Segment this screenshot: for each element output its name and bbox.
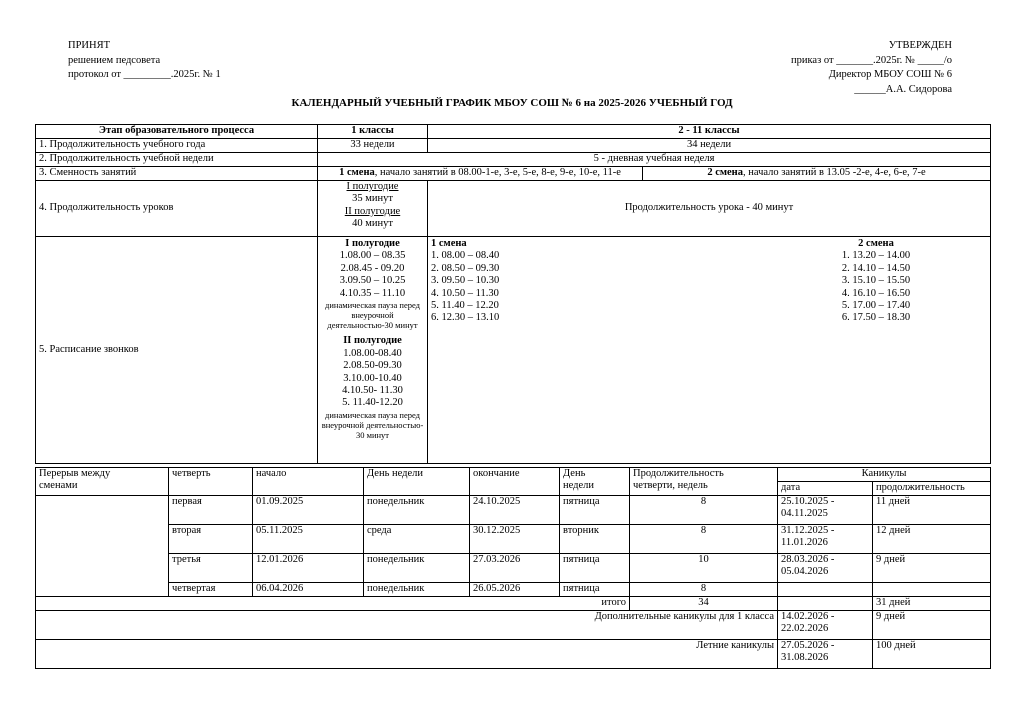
header-quarter: четверть bbox=[169, 468, 253, 496]
cell-quarter: вторая bbox=[169, 525, 253, 554]
total-label: итого bbox=[36, 597, 630, 611]
table-header-row bbox=[36, 125, 991, 139]
bell-time: 1.08.00 – 08.35 bbox=[339, 250, 406, 262]
shift1-title: 1 смена bbox=[431, 238, 467, 249]
row-label: 1. Продолжительность учебного года bbox=[36, 139, 318, 153]
cell-start: 06.04.2026 bbox=[253, 583, 364, 597]
total-days: 31 дней bbox=[873, 597, 991, 611]
shift2-column bbox=[781, 238, 971, 325]
cell-dates bbox=[778, 525, 873, 554]
cell-start-day: понедельник bbox=[364, 554, 470, 583]
cell-other: 34 недели bbox=[428, 139, 991, 153]
cell-shift1 bbox=[318, 167, 643, 181]
cell-days: 12 дней bbox=[873, 525, 991, 554]
cell-bells-grade1 bbox=[318, 237, 428, 464]
document-title: КАЛЕНДАРНЫЙ УЧЕБНЫЙ ГРАФИК МБОУ СОШ № 6 на 2025-2026 УЧЕБНЫЙ ГОД bbox=[291, 97, 733, 109]
break-label bbox=[36, 468, 169, 496]
cell-grade1: 33 недели bbox=[318, 139, 428, 153]
header-end: окончание bbox=[470, 468, 560, 496]
bell-time: 3. 15.10 – 15.50 bbox=[841, 275, 911, 287]
cell-start-day: среда bbox=[364, 525, 470, 554]
half2-value: 40 минут bbox=[352, 218, 393, 230]
break-empty bbox=[36, 496, 169, 597]
row-label: 5. Расписание звонков bbox=[36, 237, 318, 464]
bell-time: 3.09.50 – 10.25 bbox=[339, 275, 406, 287]
pause-note: динамическая пауза перед bbox=[325, 409, 420, 420]
cell-dates bbox=[778, 554, 873, 583]
approved-label: УТВЕРЖДЕН bbox=[888, 40, 952, 51]
order-line: приказ от _______.2025г. № _____/о bbox=[791, 54, 952, 66]
bell-time: 3. 09.50 – 10.30 bbox=[431, 275, 500, 287]
break-label-line: сменами bbox=[39, 480, 78, 492]
extra-days: 9 дней bbox=[873, 611, 991, 640]
pause-note: деятельностью-30 минут bbox=[327, 320, 418, 331]
summer-days: 100 дней bbox=[873, 640, 991, 669]
table-row bbox=[36, 237, 991, 464]
cell-days: 11 дней bbox=[873, 496, 991, 525]
bell-time: 5. 17.00 – 17.40 bbox=[841, 299, 911, 311]
shift2-title: 2 смена bbox=[858, 238, 894, 249]
date-line: 25.10.2025 - bbox=[781, 496, 835, 507]
header-end-day bbox=[560, 468, 630, 496]
cell-lessons-grade1 bbox=[318, 181, 428, 237]
cell-end: 24.10.2025 bbox=[470, 496, 560, 525]
cell-weeks: 8 bbox=[630, 496, 778, 525]
half1-value: 35 минут bbox=[352, 193, 393, 205]
header-end-day-line: День bbox=[563, 468, 586, 479]
approval-block-left bbox=[68, 40, 221, 84]
shifts-columns bbox=[431, 238, 987, 325]
council-decision: решением педсовета bbox=[68, 54, 161, 66]
header-duration-line: четверти, недель bbox=[633, 480, 708, 492]
date-line: 31.08.2026 bbox=[781, 652, 829, 664]
bell-time: 6. 12.30 – 13.10 bbox=[431, 312, 500, 324]
bell-time: 2.08.50-09.30 bbox=[343, 360, 402, 372]
date-line: 11.01.2026 bbox=[781, 537, 828, 549]
cell-weeks: 10 bbox=[630, 554, 778, 583]
date-line: 22.02.2026 bbox=[781, 623, 829, 635]
pause-note: внеурочной bbox=[351, 310, 394, 321]
cell-end: 26.05.2026 bbox=[470, 583, 560, 597]
total-weeks: 34 bbox=[630, 597, 778, 611]
cell-shift2 bbox=[643, 167, 991, 181]
pause-note: динамическая пауза перед bbox=[325, 299, 420, 310]
table-row bbox=[36, 583, 991, 597]
cell-end-day: пятница bbox=[560, 554, 630, 583]
cell-quarter: первая bbox=[169, 496, 253, 525]
bell-time: 1.08.00-08.40 bbox=[343, 347, 402, 359]
total-row bbox=[36, 597, 991, 611]
cell-days bbox=[873, 583, 991, 597]
cell-weeks: 8 bbox=[630, 583, 778, 597]
table-row bbox=[36, 554, 991, 583]
cell-bells-shifts bbox=[428, 237, 991, 464]
bells-half2-title: II полугодие bbox=[343, 335, 402, 347]
bell-time: 1. 08.00 – 08.40 bbox=[431, 250, 500, 262]
bell-time: 3.10.00-10.40 bbox=[343, 372, 402, 384]
cell-start: 05.11.2025 bbox=[253, 525, 364, 554]
schedule-table bbox=[35, 124, 991, 464]
cell-start: 01.09.2025 bbox=[253, 496, 364, 525]
cell-week-value: 5 - дневная учебная неделя bbox=[318, 153, 991, 167]
protocol-line: протокол от _________.2025г. № 1 bbox=[68, 69, 221, 80]
table-row bbox=[36, 167, 991, 181]
header-holidays: Каникулы bbox=[778, 468, 991, 482]
bell-time: 6. 17.50 – 18.30 bbox=[841, 312, 911, 324]
bell-time: 4. 16.10 – 16.50 bbox=[841, 287, 911, 299]
cell-start-day: понедельник bbox=[364, 583, 470, 597]
cell-end: 30.12.2025 bbox=[470, 525, 560, 554]
table-row bbox=[36, 181, 991, 237]
header-date: дата bbox=[778, 482, 873, 496]
bell-time: 1. 13.20 – 14.00 bbox=[841, 250, 911, 262]
cell-start: 12.01.2026 bbox=[253, 554, 364, 583]
approval-block-right bbox=[791, 40, 952, 98]
header-stage: Этап образовательного процесса bbox=[36, 125, 318, 139]
cell-weeks: 8 bbox=[630, 525, 778, 554]
bell-time: 5. 11.40 – 12.20 bbox=[431, 299, 499, 311]
header-grade1: 1 классы bbox=[318, 125, 428, 139]
quarters-header-row bbox=[36, 468, 991, 482]
shift2-label: 2 смена bbox=[707, 167, 743, 178]
table-row bbox=[36, 153, 991, 167]
cell-end-day: пятница bbox=[560, 496, 630, 525]
bell-time: 4.10.50- 11.30 bbox=[342, 384, 403, 396]
cell-quarter: третья bbox=[169, 554, 253, 583]
date-line: 04.11.2025 bbox=[781, 508, 828, 520]
header-holiday-duration: продолжительность bbox=[873, 482, 991, 496]
header-start: начало bbox=[253, 468, 364, 496]
row-label: 4. Продолжительность уроков bbox=[36, 181, 318, 237]
row-label: 2. Продолжительность учебной недели bbox=[36, 153, 318, 167]
bell-time: 5. 11.40-12.20 bbox=[342, 397, 403, 409]
bell-time: 4. 10.50 – 11.30 bbox=[431, 287, 499, 299]
bell-time: 2. 14.10 – 14.50 bbox=[841, 262, 911, 274]
summer-holidays-row bbox=[36, 640, 991, 669]
quarters-table bbox=[35, 467, 991, 669]
shift2-text: , начало занятий в 13.05 -2-е, 4-е, 6-е, 7-е bbox=[742, 167, 926, 178]
cell-lessons-other: Продолжительность урока - 40 минут bbox=[428, 181, 991, 237]
director-line: Директор МБОУ СОШ № 6 bbox=[828, 69, 952, 80]
header-duration bbox=[630, 468, 778, 496]
cell-days: 9 дней bbox=[873, 554, 991, 583]
total-dates bbox=[778, 597, 873, 611]
date-line: 27.05.2026 - bbox=[781, 640, 835, 651]
extra-label: Дополнительные каникулы для 1 класса bbox=[36, 611, 778, 640]
signature-line: ______А.А. Сидорова bbox=[854, 83, 952, 95]
break-label-line: Перерыв между bbox=[39, 468, 111, 479]
table-row bbox=[36, 139, 991, 153]
extra-dates bbox=[778, 611, 873, 640]
cell-end: 27.03.2026 bbox=[470, 554, 560, 583]
cell-end-day: вторник bbox=[560, 525, 630, 554]
date-line: 28.03.2026 - bbox=[781, 554, 835, 565]
extra-holidays-row bbox=[36, 611, 991, 640]
row-label: 3. Сменность занятий bbox=[36, 167, 318, 181]
cell-start-day: понедельник bbox=[364, 496, 470, 525]
table-row bbox=[36, 525, 991, 554]
half2-title: II полугодие bbox=[344, 205, 401, 217]
bell-time: 4.10.35 – 11.10 bbox=[339, 287, 406, 299]
summer-label: Летние каникулы bbox=[36, 640, 778, 669]
summer-dates bbox=[778, 640, 873, 669]
bell-time: 2. 08.50 – 09.30 bbox=[431, 262, 500, 274]
cell-end-day: пятница bbox=[560, 583, 630, 597]
cell-dates bbox=[778, 496, 873, 525]
bells-half1-title: I полугодие bbox=[345, 238, 400, 249]
date-line: 05.04.2026 bbox=[781, 566, 829, 578]
shift1-label: 1 смена bbox=[339, 167, 375, 178]
half1-title: I полугодие bbox=[346, 181, 399, 192]
shift1-text: , начало занятий в 08.00-1-е, 3-е, 5-е, 8-е, 9-е, 10-е, 11-е bbox=[374, 167, 621, 178]
header-grades-2-11: 2 - 11 классы bbox=[428, 125, 991, 139]
pause-note: внеурочной деятельностью- bbox=[321, 419, 424, 430]
date-line: 14.02.2026 - bbox=[781, 611, 835, 622]
date-line: 31.12.2025 - bbox=[781, 525, 835, 536]
shift1-column bbox=[431, 238, 711, 325]
accepted-label: ПРИНЯТ bbox=[68, 40, 111, 51]
header-duration-line: Продолжительность bbox=[633, 468, 724, 479]
table-row bbox=[36, 496, 991, 525]
cell-dates bbox=[778, 583, 873, 597]
header-day: День недели bbox=[364, 468, 470, 496]
bell-time: 2.08.45 - 09.20 bbox=[340, 262, 405, 274]
header-end-day-line: недели bbox=[563, 480, 595, 492]
cell-quarter: четвертая bbox=[169, 583, 253, 597]
pause-note: 30 минут bbox=[355, 430, 390, 441]
